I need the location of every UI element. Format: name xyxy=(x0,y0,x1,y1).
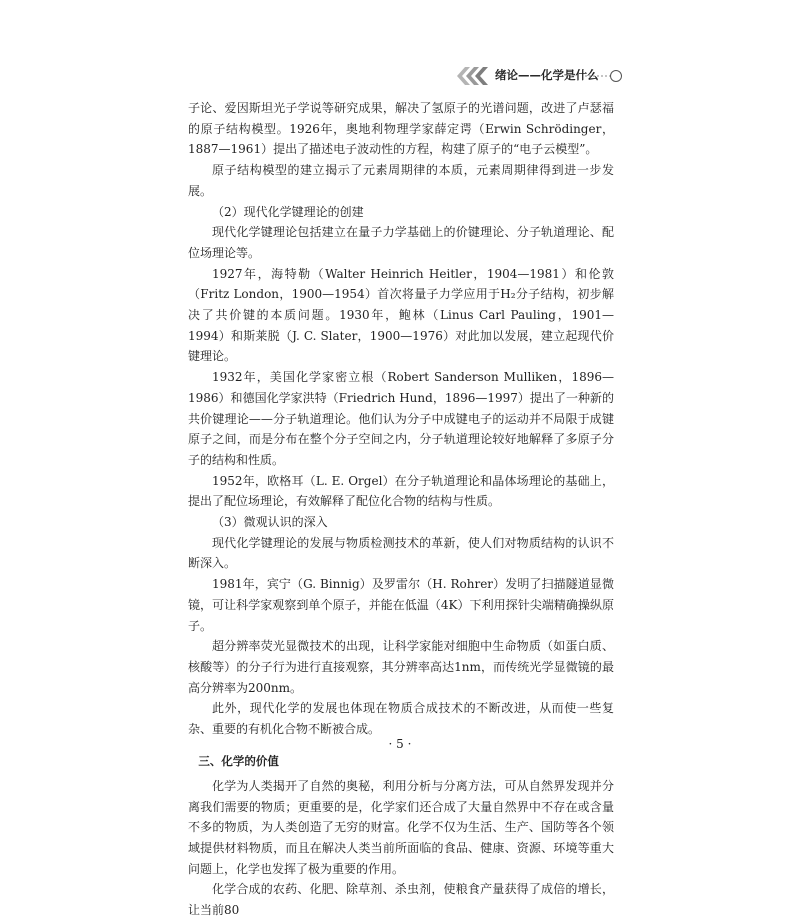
paragraph: 现代化学键理论的发展与物质检测技术的革新，使人们对物质结构的认识不断深入。 xyxy=(188,535,614,571)
paragraph: 1981年，宾宁（G. Binnig）及罗雷尔（H. Rohrer）发明了扫描隧道显微镜，可让科学家观察到单个原子，并能在低温（4K）下利用探针尖端精确操纵原子。 xyxy=(188,577,614,633)
subheading: （2）现代化学键理论的创建 xyxy=(212,204,364,219)
paragraph: 原子结构模型的建立揭示了元素周期律的本质，元素周期律得到进一步发展。 xyxy=(188,163,614,198)
page-number: · 5 · xyxy=(388,737,412,751)
subheading: （3）微观认识的深入 xyxy=(212,515,328,530)
section-title: 三、化学的价值 xyxy=(198,753,279,768)
paragraph: 1952年，欧格耳（L. E. Orgel）在分子轨道理论和晶体场理论的基础上，提出了配位场理论，有效解释了配位化合物的结构与性质。 xyxy=(188,473,614,509)
paragraph: 此外，现代化学的发展也体现在物质合成技术的不断改进，从而使一些复杂、重要的有机化合物不断被合成。 xyxy=(188,701,614,737)
paragraph: 1932年，美国化学家密立根（Robert Sanderson Mulliken，1896—1986）和德国化学家洪特（Friedrich Hund，1896—1997）提出了一种新的共价键理论——分子轨道理论。他们认为分子中成键电子的运动并不局限于成键原子之间，而是分布在整个分子空间之内，分子轨道理论较好地解释了多原子分子的结构和性质。 xyxy=(188,370,614,467)
page-body xyxy=(188,98,614,921)
paragraph: 化学合成的农药、化肥、除草剂、杀虫剂，使粮食产量获得了成倍的增长，让当前80 xyxy=(188,882,614,918)
circle-icon xyxy=(583,67,623,85)
chevron-double-left-icon xyxy=(455,66,495,86)
paragraph: 超分辨率荧光显微技术的出现，让科学家能对细胞中生命物质（如蛋白质、核酸等）的分子行为进行直接观察，其分辨率高达1nm，而传统光学显微镜的最高分辨率为200nm。 xyxy=(188,639,614,695)
running-header xyxy=(455,64,625,88)
paragraph: 子论、爱因斯坦光子学说等研究成果，解决了氢原子的光谱问题，改进了卢瑟福的原子结构模型。1926年，奥地利物理学家薛定谔（Erwin Schrödinger，1887—1961）提出了描述电子波动性的方程，构建了原子的“电子云模型”。 xyxy=(188,101,614,157)
paragraph: 化学为人类揭开了自然的奥秘，利用分析与分离方法，可从自然界发现并分离我们需要的物质；更重要的是，化学家们还合成了大量自然界中不存在或含量不多的物质，为人类创造了无穷的财富。化学不仅为生活、生产、国防等各个领域提供材料物质，而且在解决人类当前所面临的食品、健康、资源、环境等重大问题上，化学也发挥了极为重要的作用。 xyxy=(188,778,614,876)
paragraph: 现代化学键理论包括建立在量子力学基础上的价键理论、分子轨道理论、配位场理论等。 xyxy=(188,225,614,260)
header-title: 绪论——化学是什么 xyxy=(495,68,599,82)
paragraph: 1927年，海特勒（Walter Heinrich Heitler，1904—1981）和伦敦（Fritz London，1900—1954）首次将量子力学应用于H₂分子结构，初步解决了共价键的本质问题。1930年，鲍林（Linus Carl Pauling，1901—1994）和斯莱脱（J. C. Slater，1900—1976）对此加以发展，建立起现代价键理论。 xyxy=(188,266,614,364)
